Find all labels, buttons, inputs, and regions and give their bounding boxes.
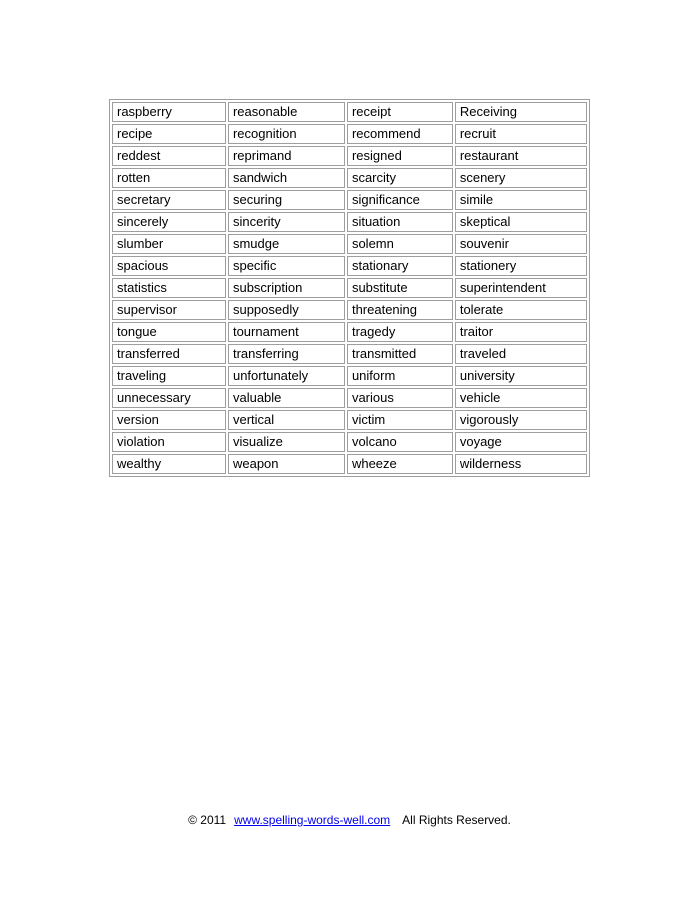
word-cell: tolerate	[455, 300, 587, 320]
word-cell: reprimand	[228, 146, 345, 166]
word-cell: visualize	[228, 432, 345, 452]
word-cell: version	[112, 410, 226, 430]
word-cell: recognition	[228, 124, 345, 144]
word-cell: valuable	[228, 388, 345, 408]
word-cell: sincerely	[112, 212, 226, 232]
word-cell: weapon	[228, 454, 345, 474]
word-cell: simile	[455, 190, 587, 210]
word-cell: traveled	[455, 344, 587, 364]
word-cell: tournament	[228, 322, 345, 342]
word-cell: significance	[347, 190, 453, 210]
table-row	[112, 168, 587, 188]
table-row	[112, 190, 587, 210]
word-cell: statistics	[112, 278, 226, 298]
table-row	[112, 388, 587, 408]
word-cell: wheeze	[347, 454, 453, 474]
word-cell: smudge	[228, 234, 345, 254]
table-row	[112, 410, 587, 430]
word-cell: scenery	[455, 168, 587, 188]
table-row	[112, 212, 587, 232]
word-cell: traveling	[112, 366, 226, 386]
word-cell: receipt	[347, 102, 453, 122]
footer	[0, 813, 699, 827]
spelling-words-table-body	[112, 102, 587, 474]
word-cell: traitor	[455, 322, 587, 342]
table-row	[112, 146, 587, 166]
word-cell: violation	[112, 432, 226, 452]
spelling-words-table	[109, 99, 590, 477]
table-row	[112, 300, 587, 320]
word-cell: subscription	[228, 278, 345, 298]
word-cell: restaurant	[455, 146, 587, 166]
word-cell: recipe	[112, 124, 226, 144]
word-cell: spacious	[112, 256, 226, 276]
word-cell: recruit	[455, 124, 587, 144]
word-cell: transmitted	[347, 344, 453, 364]
word-cell: various	[347, 388, 453, 408]
word-cell: recommend	[347, 124, 453, 144]
table-row	[112, 344, 587, 364]
word-cell: solemn	[347, 234, 453, 254]
word-cell: supposedly	[228, 300, 345, 320]
word-cell: resigned	[347, 146, 453, 166]
word-cell: unnecessary	[112, 388, 226, 408]
word-cell: sandwich	[228, 168, 345, 188]
word-cell: raspberry	[112, 102, 226, 122]
table-row	[112, 124, 587, 144]
word-cell: skeptical	[455, 212, 587, 232]
word-cell: secretary	[112, 190, 226, 210]
word-cell: tongue	[112, 322, 226, 342]
word-cell: reddest	[112, 146, 226, 166]
word-cell: vehicle	[455, 388, 587, 408]
word-cell: wealthy	[112, 454, 226, 474]
footer-link[interactable]: www.spelling-words-well.com	[234, 813, 391, 827]
word-cell: stationary	[347, 256, 453, 276]
table-row	[112, 322, 587, 342]
table-row	[112, 432, 587, 452]
word-cell: supervisor	[112, 300, 226, 320]
word-cell: souvenir	[455, 234, 587, 254]
table-row	[112, 234, 587, 254]
table-row	[112, 278, 587, 298]
word-cell: wilderness	[455, 454, 587, 474]
word-cell: unfortunately	[228, 366, 345, 386]
word-cell: tragedy	[347, 322, 453, 342]
word-cell: specific	[228, 256, 345, 276]
word-cell: rotten	[112, 168, 226, 188]
word-cell: reasonable	[228, 102, 345, 122]
word-cell: uniform	[347, 366, 453, 386]
word-cell: Receiving	[455, 102, 587, 122]
word-cell: volcano	[347, 432, 453, 452]
table-row	[112, 102, 587, 122]
word-cell: superintendent	[455, 278, 587, 298]
word-cell: scarcity	[347, 168, 453, 188]
word-cell: situation	[347, 212, 453, 232]
rights-text: All Rights Reserved.	[402, 813, 511, 827]
word-cell: transferring	[228, 344, 345, 364]
word-cell: voyage	[455, 432, 587, 452]
word-cell: securing	[228, 190, 345, 210]
word-cell: transferred	[112, 344, 226, 364]
word-cell: sincerity	[228, 212, 345, 232]
word-cell: university	[455, 366, 587, 386]
copyright-text: © 2011	[188, 813, 227, 827]
table-row	[112, 366, 587, 386]
word-cell: threatening	[347, 300, 453, 320]
table-row	[112, 256, 587, 276]
word-cell: stationery	[455, 256, 587, 276]
word-cell: substitute	[347, 278, 453, 298]
word-cell: victim	[347, 410, 453, 430]
word-cell: vertical	[228, 410, 345, 430]
table-row	[112, 454, 587, 474]
word-cell: vigorously	[455, 410, 587, 430]
word-cell: slumber	[112, 234, 226, 254]
